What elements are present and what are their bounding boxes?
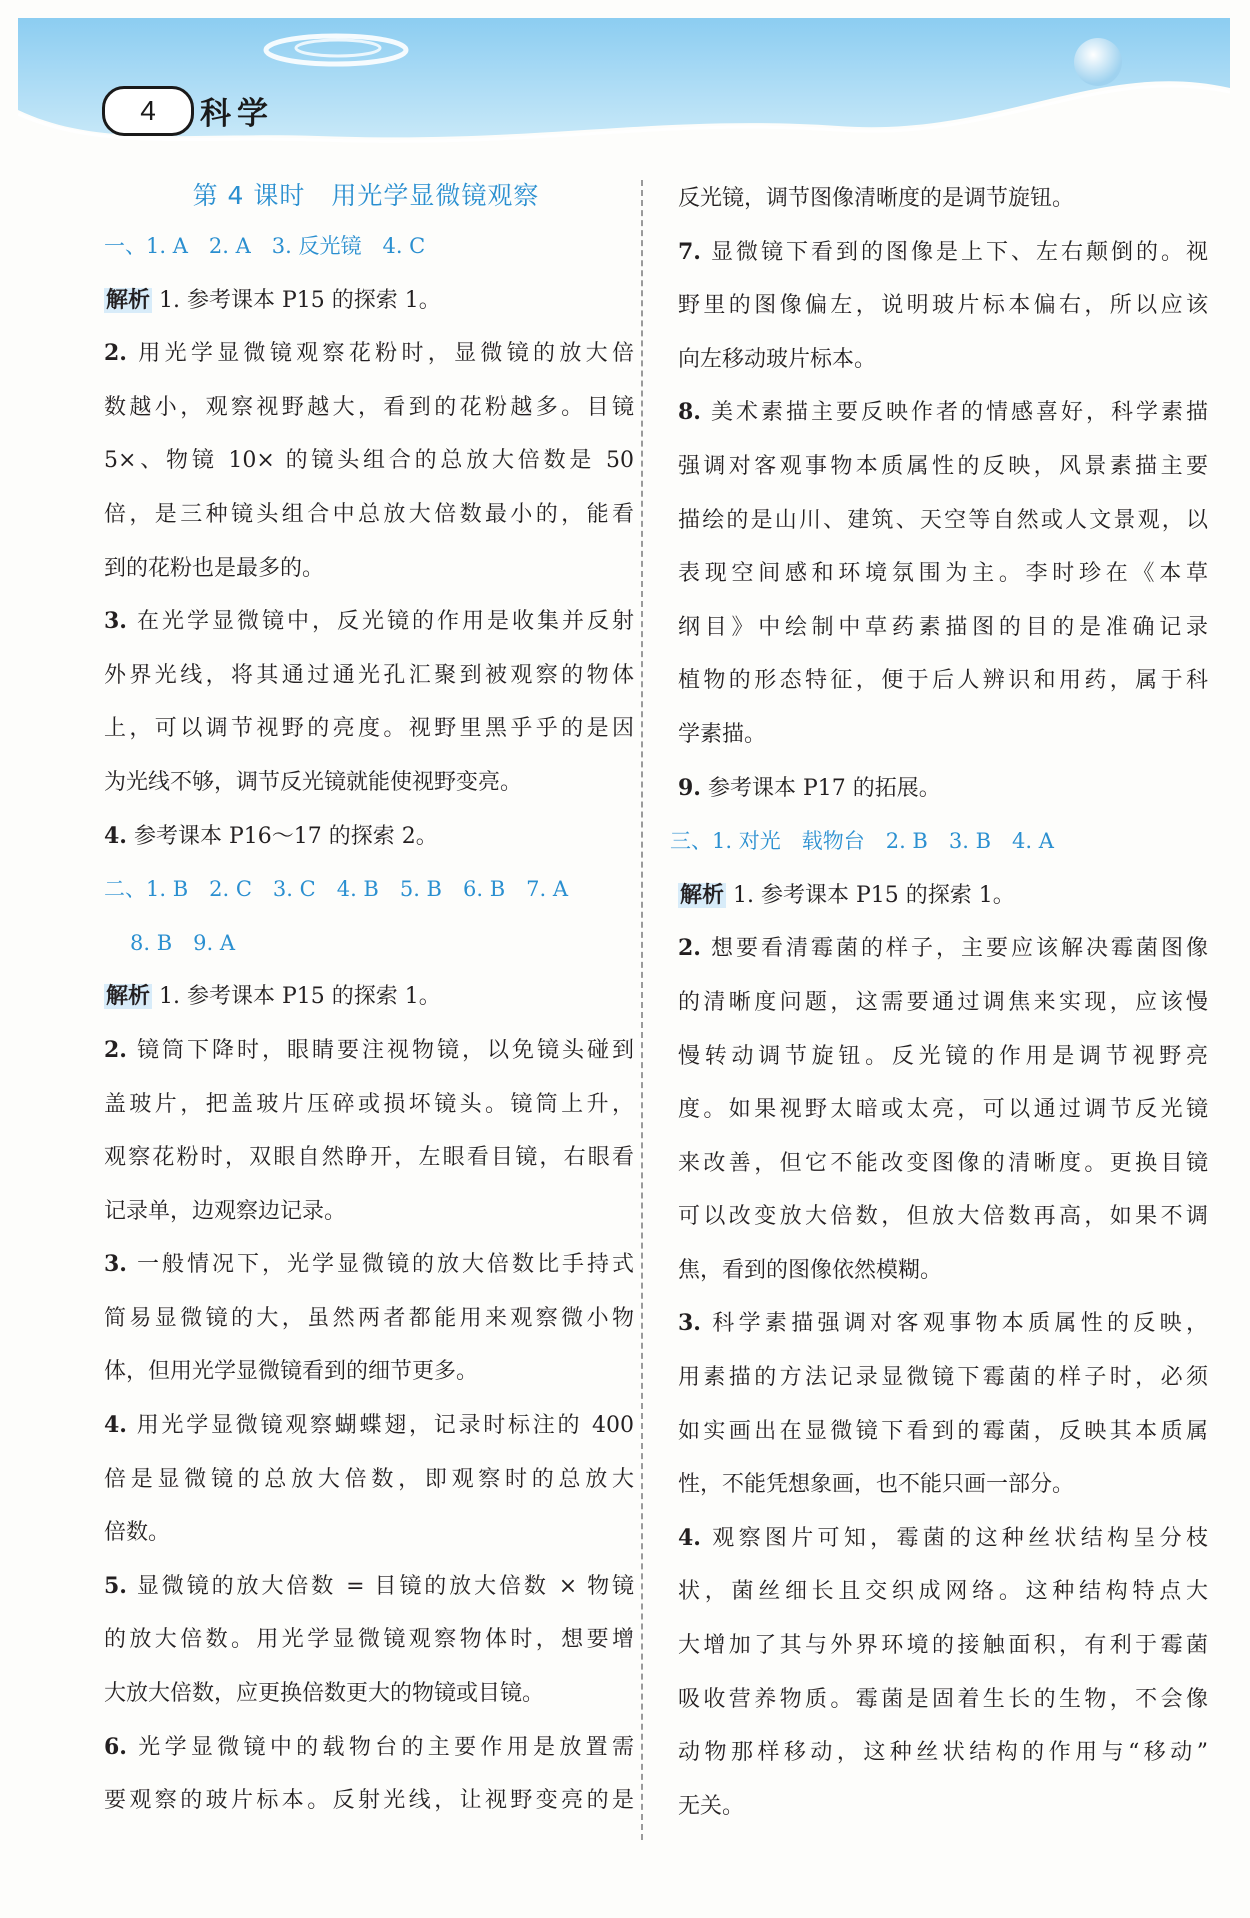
paragraph-line: 观察花粉时，双眼自然睁开，左眼看目镜，右眼看 — [104, 1145, 634, 1171]
item-number: 9. — [678, 774, 701, 801]
numbered-paragraph-line — [678, 1512, 1208, 1566]
paragraph-line: 反光镜，调节图像清晰度的是调节旋钮。 — [678, 186, 1075, 211]
answer-key-line: 三、1. 对光 载物台 2. B 3. B 4. A — [670, 829, 1054, 854]
paragraph-text: 参考课本 P16～17 的探索 2。 — [126, 823, 438, 849]
numbered-paragraph-line — [678, 762, 1208, 816]
numbered-paragraph-line — [678, 226, 1208, 280]
explanation-label: 解析 — [106, 287, 151, 313]
paragraph-text: 观察图片可知，霉菌的这种丝状结构呈分枝 — [700, 1525, 1208, 1551]
paragraph-line: 大放大倍数，应更换倍数更大的物镜或目镜。 — [104, 1681, 545, 1707]
page-number-badge: 4 — [102, 86, 194, 136]
paragraph-text: 一般情况下，光学显微镜的放大倍数比手持式 — [126, 1252, 634, 1278]
paragraph-line: 为光线不够，调节反光镜就能使视野变亮。 — [104, 769, 523, 795]
paragraph-text: 用光学显微镜观察花粉时，显微镜的放大倍 — [126, 341, 634, 367]
item-number: 8. — [678, 399, 701, 426]
numbered-paragraph-line — [678, 386, 1208, 440]
paragraph-line: 无关。 — [678, 1793, 745, 1819]
paragraph-line: 慢转动调节旋钮。反光镜的作用是调节视野亮 — [678, 1043, 1208, 1069]
paragraph-line: 要观察的玻片标本。反射光线，让视野变亮的是 — [104, 1788, 634, 1814]
explanation-text: 1. 参考课本 P15 的探索 1。 — [726, 882, 1015, 908]
paragraph-text: 美术素描主要反映作者的情感喜好，科学素描 — [700, 400, 1208, 426]
numbered-paragraph-line — [104, 1560, 634, 1614]
explanation-text: 1. 参考课本 P15 的探索 1。 — [152, 287, 441, 313]
paragraph-line: 上，可以调节视野的亮度。视野里黑乎乎的是因 — [104, 716, 634, 742]
paragraph-line: 的放大倍数。用光学显微镜观察物体时，想要增 — [104, 1627, 634, 1653]
paragraph-line: 强调对客观事物本质属性的反映，风景素描主要 — [678, 453, 1208, 479]
left-column — [104, 172, 634, 1828]
item-number: 2. — [678, 935, 701, 962]
item-number: 2. — [104, 340, 127, 367]
item-number: 6. — [104, 1733, 127, 1760]
paragraph-line: 向左移动玻片标本。 — [678, 346, 877, 372]
paragraph-line: 描绘的是山川、建筑、天空等自然或人文景观，以 — [678, 507, 1208, 533]
paragraph-line: 记录单，边观察边记录。 — [104, 1198, 347, 1224]
numbered-paragraph-line — [678, 1297, 1208, 1351]
column-divider — [641, 180, 643, 1840]
paragraph-line: 如实画出在显微镜下看到的霉菌，反映其本质属 — [678, 1418, 1208, 1444]
explanation-heading-line — [104, 274, 634, 328]
paragraph-line: 来改善，但它不能改变图像的清晰度。更换目镜 — [678, 1150, 1208, 1176]
item-number: 4. — [104, 1412, 127, 1439]
paragraph-line: 可以改变放大倍数，但放大倍数再高，如果不调 — [678, 1204, 1208, 1230]
answer-key-line: 8. B 9. A — [130, 930, 236, 955]
paragraph-line: 体，但用光学显微镜看到的细节更多。 — [104, 1359, 479, 1385]
item-number: 4. — [104, 822, 127, 849]
paragraph-text: 想要看清霉菌的样子，主要应该解决霉菌图像 — [700, 936, 1208, 962]
paragraph-text: 用光学显微镜观察蝴蝶翅，记录时标注的 400 — [126, 1413, 634, 1439]
paragraph-line: 到的花粉也是最多的。 — [104, 555, 325, 581]
paragraph-line: 度。如果视野太暗或太亮，可以通过调节反光镜 — [678, 1097, 1208, 1123]
lesson-title: 第 4 课时 用光学显微镜观察 — [192, 181, 540, 210]
paragraph-text: 镜筒下降时，眼睛要注视物镜，以免镜头碰到 — [126, 1037, 634, 1063]
paragraph-text: 参考课本 P17 的拓展。 — [700, 775, 941, 801]
paragraph-line: 倍数。 — [104, 1520, 171, 1546]
item-number: 2. — [104, 1036, 127, 1063]
paragraph-line: 性，不能凭想象画，也不能只画一部分。 — [678, 1472, 1075, 1498]
paragraph-line: 外界光线，将其通过通光孔汇聚到被观察的物体 — [104, 662, 634, 688]
paragraph-line: 数越小，观察视野越大，看到的花粉越多。目镜 — [104, 394, 634, 420]
paragraph-line: 动物那样移动，这种丝状结构的作用与“移动” — [678, 1740, 1208, 1766]
numbered-paragraph-line — [104, 327, 634, 381]
paragraph-line: 倍，是三种镜头组合中总放大倍数最小的，能看 — [104, 501, 634, 527]
explanation-heading-line — [104, 970, 634, 1024]
paragraph-line: 5×、物镜 10× 的镜头组合的总放大倍数是 50 — [104, 448, 634, 474]
paragraph-text: 科学素描强调对客观事物本质属性的反映， — [700, 1311, 1208, 1337]
paragraph-text: 显微镜的放大倍数 = 目镜的放大倍数 × 物镜 — [126, 1573, 634, 1599]
numbered-paragraph-line — [104, 1399, 634, 1453]
paragraph-line: 简易显微镜的大，虽然两者都能用来观察微小物 — [104, 1305, 634, 1331]
paragraph-text: 光学显微镜中的载物台的主要作用是放置需 — [126, 1734, 634, 1760]
item-number: 3. — [104, 1251, 127, 1278]
paragraph-line: 状，菌丝细长且交织成网络。这种结构特点大 — [678, 1579, 1208, 1605]
answer-key-line: 一、1. A 2. A 3. 反光镜 4. C — [104, 234, 426, 258]
paragraph-line: 倍是显微镜的总放大倍数，即观察时的总放大 — [104, 1466, 634, 1492]
paragraph-line: 表现空间感和环境氛围为主。李时珍在《本草 — [678, 561, 1208, 587]
explanation-label: 解析 — [106, 984, 151, 1010]
numbered-paragraph-line — [104, 1024, 634, 1078]
numbered-paragraph-line — [104, 595, 634, 649]
paragraph-text: 显微镜下看到的图像是上下、左右颠倒的。视 — [700, 239, 1208, 265]
numbered-paragraph-line — [104, 1238, 634, 1292]
explanation-heading-line — [678, 869, 1208, 923]
item-number: 4. — [678, 1524, 701, 1551]
item-number: 3. — [104, 608, 127, 635]
paragraph-line: 野里的图像偏左，说明玻片标本偏右，所以应该 — [678, 293, 1208, 319]
subject-title: 科学 — [200, 96, 274, 132]
numbered-paragraph-line — [104, 1721, 634, 1775]
numbered-paragraph-line — [104, 810, 634, 864]
paragraph-line: 大增加了其与外界环境的接触面积，有利于霉菌 — [678, 1633, 1208, 1659]
paragraph-line: 植物的形态特征，便于后人辨识和用药，属于科 — [678, 668, 1208, 694]
paragraph-line: 焦，看到的图像依然模糊。 — [678, 1257, 943, 1283]
paragraph-line: 盖玻片，把盖玻片压碎或损坏镜头。镜筒上升， — [104, 1091, 634, 1117]
paragraph-line: 纲目》中绘制中草药素描图的目的是准确记录 — [678, 614, 1208, 640]
paragraph-line: 学素描。 — [678, 721, 767, 747]
explanation-label: 解析 — [680, 882, 725, 908]
numbered-paragraph-line — [678, 922, 1208, 976]
paragraph-text: 在光学显微镜中，反光镜的作用是收集并反射 — [126, 609, 634, 635]
item-number: 7. — [678, 238, 701, 265]
paragraph-line: 吸收营养物质。霉菌是固着生长的生物，不会像 — [678, 1686, 1208, 1712]
explanation-text: 1. 参考课本 P15 的探索 1。 — [152, 984, 441, 1010]
right-column — [670, 172, 1208, 1833]
answer-key-line: 二、1. B 2. C 3. C 4. B 5. B 6. B 7. A — [104, 877, 569, 902]
paragraph-line: 用素描的方法记录显微镜下霉菌的样子时，必须 — [678, 1365, 1208, 1391]
item-number: 5. — [104, 1572, 127, 1599]
item-number: 3. — [678, 1310, 701, 1337]
paragraph-line: 的清晰度问题，这需要通过调焦来实现，应该慢 — [678, 989, 1208, 1015]
